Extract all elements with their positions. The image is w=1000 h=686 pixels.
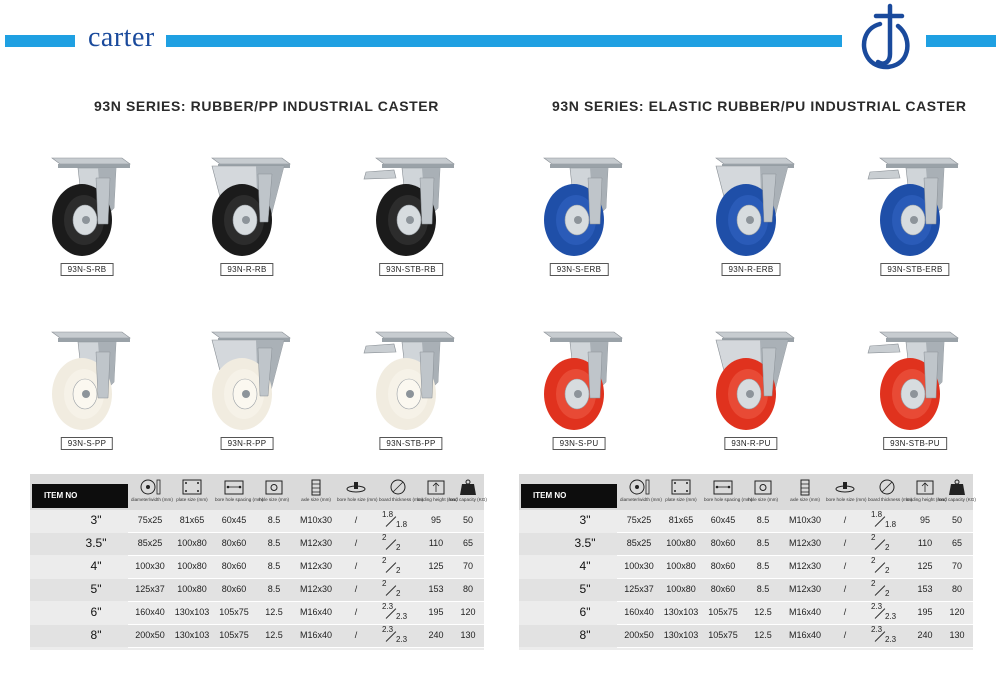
table-row [30,602,484,624]
axle-value: M12x30 [788,538,822,548]
bore_hole-value: / [354,561,358,571]
header-bar-right [926,35,996,47]
item-size: 3.5" [85,536,107,550]
plate-value: 100x80 [666,584,696,594]
bore-value: 105x75 [708,607,738,617]
fraction-slash [875,585,886,596]
item-size: 3" [90,513,102,527]
plate-column-header [662,478,700,502]
thickness-bottom: 2 [396,543,401,552]
bore_hole-value: / [354,515,358,525]
axle-icon [297,478,335,496]
capacity-value: 120 [460,607,476,617]
product-card [676,322,826,454]
thickness-bottom: 1.8 [396,520,408,529]
fraction-slash [386,539,397,550]
bore_hole-value: / [843,584,847,594]
thickness-column-header [868,478,913,502]
diameter-value: 200x50 [624,630,654,640]
axle-value: M12x30 [299,584,333,594]
table-row [30,533,484,555]
caster-image-icon [336,148,486,260]
capacity-value: 130 [949,630,965,640]
load_h-value: 125 [428,561,444,571]
header-bar-left [5,35,75,47]
plate-value: 100x80 [177,538,207,548]
capacity-value: 120 [949,607,965,617]
thickness-bottom: 2.3 [885,612,897,621]
bore-value: 80x60 [710,584,736,594]
product-card [840,322,990,454]
diameter-value: 75x25 [137,515,163,525]
thickness-top: 2 [382,556,387,565]
hole-icon [744,478,782,496]
item-size: 6" [90,605,102,619]
thickness-bottom: 2 [885,566,890,575]
caster-image-icon [12,322,162,434]
diameter-icon [620,478,658,496]
diameter-value: 160x40 [624,607,654,617]
hole-header-caption: hole size (mm) [258,497,290,502]
bore_hole-icon [337,478,375,496]
thickness-value [867,556,907,578]
plate-value: 130x103 [663,630,699,640]
thickness-top: 2 [382,533,387,542]
axle-column-header [786,478,824,502]
load_h-value: 195 [917,607,933,617]
capacity-header-caption: load capacity (KG) [938,497,976,502]
product-code-label: 93N-S-RB [61,263,114,276]
hole-column-header [255,478,293,502]
load_h-header-caption: loading height (mm) [906,497,947,502]
thickness-bottom: 2.3 [396,612,408,621]
bore-value: 80x60 [221,584,247,594]
thickness-value [378,510,418,532]
bore_hole-value: / [354,584,358,594]
caster-image-icon [336,322,486,434]
bore_hole-value: / [843,607,847,617]
item-no-header: ITEM NO [32,484,128,508]
table-row [519,579,973,601]
product-code-label: 93N-S-PP [61,437,113,450]
bore-icon [704,478,742,496]
hole-value: 12.5 [754,607,772,617]
hole-icon [255,478,293,496]
carter-logo-icon [854,2,918,78]
product-card [676,148,826,280]
thickness-bottom: 1.8 [885,520,897,529]
thickness-value [378,533,418,555]
bore_hole-header-caption: bore hole size (mm) [337,497,378,502]
thickness-top: 2.3 [382,602,394,611]
axle-value: M10x30 [299,515,333,525]
item-size: 5" [579,582,591,596]
thickness-icon [379,478,417,496]
capacity-icon [449,478,487,496]
product-code-label: 93N-STB-PP [379,437,442,450]
plate-value: 100x80 [666,561,696,571]
thickness-top: 2 [871,533,876,542]
thickness-bottom: 2.3 [885,635,897,644]
load_h-value: 95 [430,515,441,525]
thickness-value [378,579,418,601]
load_h-value: 110 [428,538,444,548]
table-row [30,625,484,647]
axle-value: M16x40 [299,630,333,640]
thickness-bottom: 2 [885,543,890,552]
product-card [172,322,322,454]
capacity-column-header [938,478,976,502]
bore_hole-value: / [843,515,847,525]
product-code-label: 93N-R-PP [221,437,274,450]
diameter-column-header [620,478,662,502]
plate-value: 130x103 [174,607,210,617]
thickness-top: 2 [871,579,876,588]
plate-header-caption: plate size (mm) [176,497,208,502]
capacity-column-header [449,478,487,502]
product-card [336,148,486,280]
caster-image-icon [676,148,826,260]
item-size: 5" [90,582,102,596]
axle-icon [786,478,824,496]
bore_hole-column-header [337,478,378,502]
bore_hole-value: / [354,607,358,617]
diameter-column-header [131,478,173,502]
capacity-value: 80 [951,584,962,594]
thickness-header-caption: board thickness (mm) [868,497,913,502]
item-no-header: ITEM NO [521,484,617,508]
product-card [840,148,990,280]
plate-value: 130x103 [663,607,699,617]
diameter-value: 200x50 [135,630,165,640]
bore-value: 80x60 [221,561,247,571]
plate-value: 100x80 [177,584,207,594]
hole-value: 8.5 [756,538,770,548]
hole-value: 8.5 [756,584,770,594]
load_h-value: 195 [428,607,444,617]
axle-value: M12x30 [299,538,333,548]
bore-icon [215,478,253,496]
capacity-value: 50 [951,515,962,525]
hole-value: 12.5 [754,630,772,640]
thickness-value [867,533,907,555]
table-row [30,556,484,578]
bore-header-caption: bore hole spacing (mm) [704,497,753,502]
load_h-value: 110 [917,538,933,548]
thickness-bottom: 2 [396,566,401,575]
table-row [30,510,484,532]
axle-header-caption: axle size (mm) [790,497,820,502]
capacity-value: 50 [462,515,473,525]
bore_hole-column-header [826,478,867,502]
bore-value: 105x75 [219,630,249,640]
bore_hole-header-caption: bore hole size (mm) [826,497,867,502]
caster-image-icon [840,322,990,434]
thickness-value [867,510,907,532]
bore-column-header [215,478,264,502]
bore_hole-value: / [354,538,358,548]
left-series-title: 93N SERIES: RUBBER/PP INDUSTRIAL CASTER [94,98,439,114]
hole-value: 8.5 [267,538,281,548]
axle-value: M16x40 [299,607,333,617]
thickness-bottom: 2 [885,589,890,598]
caster-image-icon [676,322,826,434]
product-code-label: 93N-S-ERB [550,263,609,276]
bore-value: 80x60 [221,538,247,548]
bore_hole-value: / [843,538,847,548]
bore-value: 80x60 [710,561,736,571]
table-row [30,579,484,601]
load_h-value: 153 [917,584,933,594]
thickness-top: 1.8 [871,510,883,519]
caster-image-icon [12,148,162,260]
item-size: 4" [579,559,591,573]
product-card [336,322,486,454]
thickness-value [378,556,418,578]
capacity-value: 130 [460,630,476,640]
bore-value: 105x75 [708,630,738,640]
caster-image-icon [504,148,654,260]
bore_hole-value: / [354,630,358,640]
diameter-icon [131,478,169,496]
load_h-value: 240 [428,630,444,640]
axle-header-caption: axle size (mm) [301,497,331,502]
axle-value: M16x40 [788,607,822,617]
thickness-value [867,625,907,647]
capacity-value: 70 [462,561,473,571]
thickness-column-header [379,478,424,502]
fraction-slash [386,562,397,573]
table-row [519,556,973,578]
plate-value: 130x103 [174,630,210,640]
product-card [12,322,162,454]
hole-value: 8.5 [267,584,281,594]
fraction-slash [875,539,886,550]
row-divider [128,647,484,648]
fraction-slash [386,585,397,596]
thickness-value [378,602,418,624]
thickness-top: 2.3 [871,602,883,611]
capacity-icon [938,478,976,496]
plate-icon [173,478,211,496]
thickness-bottom: 2.3 [396,635,408,644]
hole-header-caption: hole size (mm) [747,497,779,502]
axle-value: M10x30 [788,515,822,525]
hole-value: 8.5 [267,561,281,571]
table-row [519,602,973,624]
diameter-value: 85x25 [626,538,652,548]
product-card [172,148,322,280]
bore-header-caption: bore hole spacing (mm) [215,497,264,502]
bore-value: 80x60 [710,538,736,548]
item-size: 8" [90,628,102,642]
hole-value: 12.5 [265,607,283,617]
hole-column-header [744,478,782,502]
item-size: 4" [90,559,102,573]
product-card [504,322,654,454]
plate-value: 100x80 [177,561,207,571]
plate-header-caption: plate size (mm) [665,497,697,502]
capacity-value: 70 [951,561,962,571]
thickness-header-caption: board thickness (mm) [379,497,424,502]
bore_hole-value: / [843,630,847,640]
axle-value: M12x30 [788,561,822,571]
hole-value: 8.5 [756,515,770,525]
plate-icon [662,478,700,496]
hole-value: 8.5 [756,561,770,571]
item-size: 3" [579,513,591,527]
thickness-top: 1.8 [382,510,394,519]
plate-value: 81x65 [179,515,205,525]
diameter-value: 125x37 [135,584,165,594]
capacity-header-caption: load capacity (KG) [449,497,487,502]
diameter-value: 75x25 [626,515,652,525]
left-spec-table [30,474,487,650]
diameter-value: 85x25 [137,538,163,548]
product-code-label: 93N-STB-RB [379,263,443,276]
diameter-value: 100x30 [135,561,165,571]
table-row [519,625,973,647]
diameter-value: 100x30 [624,561,654,571]
diameter-value: 125x37 [624,584,654,594]
bore-value: 60x45 [221,515,247,525]
item-size: 6" [579,605,591,619]
right-spec-table [519,474,976,650]
axle-value: M16x40 [788,630,822,640]
plate-column-header [173,478,211,502]
thickness-bottom: 2 [396,589,401,598]
load_h-value: 125 [917,561,933,571]
product-card [12,148,162,280]
capacity-value: 65 [951,538,962,548]
bore-value: 60x45 [710,515,736,525]
bore_hole-icon [826,478,864,496]
load_h-value: 240 [917,630,933,640]
load_h-value: 153 [428,584,444,594]
capacity-value: 80 [462,584,473,594]
plate-value: 100x80 [666,538,696,548]
thickness-value [867,579,907,601]
plate-value: 81x65 [668,515,694,525]
capacity-value: 65 [462,538,473,548]
hole-value: 12.5 [265,630,283,640]
diameter-value: 160x40 [135,607,165,617]
row-divider [617,647,973,648]
product-code-label: 93N-R-PU [724,437,777,450]
fraction-slash [875,562,886,573]
thickness-top: 2.3 [382,625,394,634]
bore-value: 105x75 [219,607,249,617]
item-size: 8" [579,628,591,642]
thickness-top: 2.3 [871,625,883,634]
axle-column-header [297,478,335,502]
product-code-label: 93N-S-PU [553,437,606,450]
header-bar-middle [166,35,842,47]
product-code-label: 93N-R-RB [220,263,273,276]
product-code-label: 93N-R-ERB [722,263,781,276]
thickness-value [867,602,907,624]
caster-image-icon [172,148,322,260]
right-series-title: 93N SERIES: ELASTIC RUBBER/PU INDUSTRIAL CASTER [552,98,967,114]
caster-image-icon [172,322,322,434]
hole-value: 8.5 [267,515,281,525]
axle-value: M12x30 [299,561,333,571]
diameter-header-caption: diameter/width (mm) [620,497,662,502]
thickness-value [378,625,418,647]
thickness-icon [868,478,906,496]
table-row [519,533,973,555]
brand-name: carter [88,22,155,53]
item-size: 3.5" [574,536,596,550]
diameter-header-caption: diameter/width (mm) [131,497,173,502]
product-card [504,148,654,280]
bore-column-header [704,478,753,502]
bore_hole-value: / [843,561,847,571]
thickness-top: 2 [382,579,387,588]
load_h-header-caption: loading height (mm) [417,497,458,502]
product-code-label: 93N-STB-ERB [880,263,949,276]
product-code-label: 93N-STB-PU [883,437,947,450]
axle-value: M12x30 [788,584,822,594]
thickness-top: 2 [871,556,876,565]
load_h-value: 95 [919,515,930,525]
caster-image-icon [840,148,990,260]
caster-image-icon [504,322,654,434]
table-row [519,510,973,532]
